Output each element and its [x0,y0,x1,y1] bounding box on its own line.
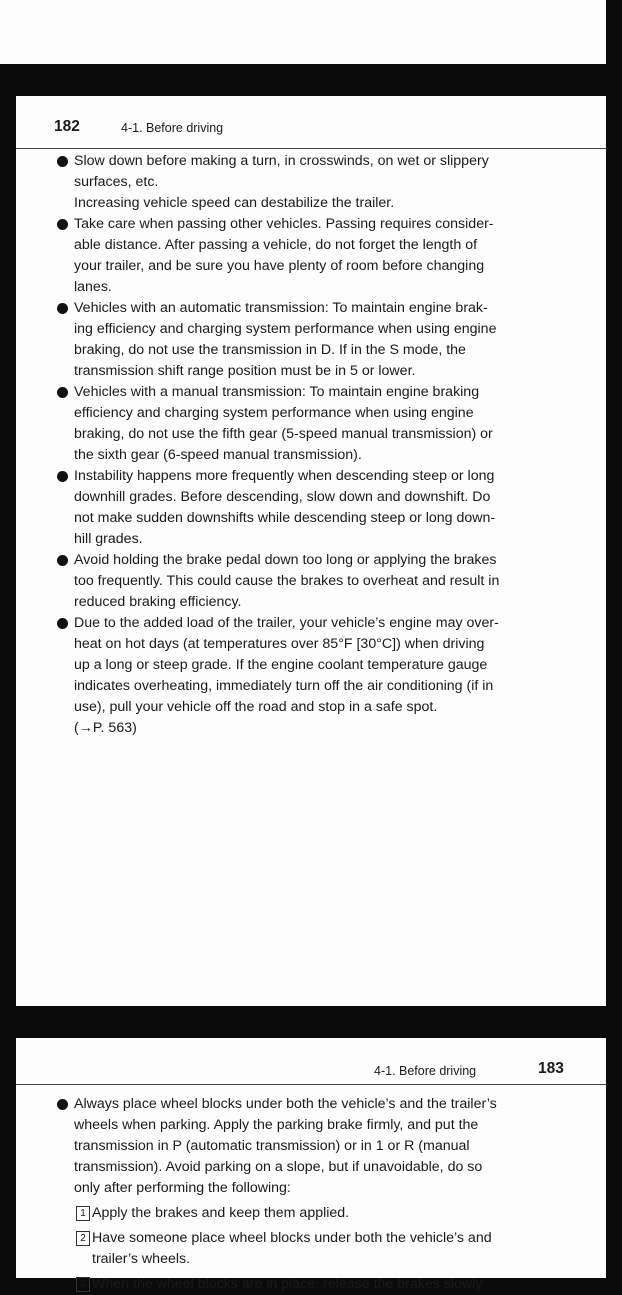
bullet-list [74,151,558,739]
text-line: Instability happens more frequently when descending steep or long [74,468,495,484]
bullet-icon [57,387,68,398]
bullet-icon [57,156,68,167]
text-line: Vehicles with a manual transmission: To maintain engine braking [74,384,480,400]
list-item [74,298,558,382]
page-number: 183 [538,1060,564,1077]
page-182 [16,96,606,1006]
page-header [16,1052,606,1085]
bullet-icon [57,303,68,314]
step-number-icon: 1 [76,1206,90,1221]
text-line: Have someone place wheel blocks under both the vehicle’s and [92,1230,492,1246]
list-item [74,550,558,613]
text-line: Increasing vehicle speed can destabilize the trailer. [74,195,395,211]
text-line: reduced braking efficiency. [74,594,242,610]
text-line: When the wheel blocks are in place, release the brakes slowly [92,1276,483,1292]
text-line: transmission in P (automatic transmission) or in 1 or R (manual [74,1138,470,1154]
text-line: transmission shift range position must be in 5 or lower. [74,363,416,379]
list-item [74,151,558,214]
bullet-icon [57,471,68,482]
text-line: transmission). Avoid parking on a slope, but if unavoidable, do so [74,1159,483,1175]
bullet-icon [57,618,68,629]
text-line: ing efficiency and charging system performance when using engine [74,321,497,337]
list-item [74,1094,558,1199]
text-line: surfaces, etc. [74,174,159,190]
step-number-icon: 2 [76,1231,90,1246]
numbered-step [74,1228,558,1270]
text-line: only after performing the following: [74,1180,291,1196]
page-header [16,108,606,149]
list-item [74,214,558,298]
page-number: 182 [54,118,80,135]
text-line: too frequently. This could cause the brakes to overheat and result in [74,573,500,589]
text-line: Avoid holding the brake pedal down too long or applying the brakes [74,552,497,568]
text-line: hill grades. [74,531,143,547]
text-line: not make sudden downshifts while descending steep or long down- [74,510,496,526]
page-183 [16,1038,606,1292]
text-line: Always place wheel blocks under both the vehicle’s and the trailer’s [74,1096,497,1112]
list-item [74,613,558,739]
text-line: able distance. After passing a vehicle, do not forget the length of [74,237,478,253]
text-line: use), pull your vehicle off the road and stop in a safe spot. [74,699,438,715]
text-line: efficiency and charging system performance when using engine [74,405,474,421]
bullet-icon [57,555,68,566]
text-line: the sixth gear (6-speed manual transmission). [74,447,362,463]
text-line: Due to the added load of the trailer, your vehicle’s engine may over- [74,615,499,631]
page-reference[interactable]: (→P. 563) [74,720,137,736]
list-item [74,382,558,466]
section-title: 4-1. Before driving [374,1064,477,1078]
text-line: up a long or steep grade. If the engine coolant temperature gauge [74,657,488,673]
bullet-icon [57,219,68,230]
text-line: trailer’s wheels. [92,1251,191,1267]
text-line: braking, do not use the transmission in D. If in the S mode, the [74,342,466,358]
text-line: Apply the brakes and keep them applied. [92,1205,350,1221]
text-line: downhill grades. Before descending, slow down and downshift. Do [74,489,491,505]
text-line: Vehicles with an automatic transmission: To maintain engine brak- [74,300,488,316]
text-line: heat on hot days (at temperatures over 85°F [30°C]) when driving [74,636,485,652]
text-line: braking, do not use the fifth gear (5-speed manual transmission) or [74,426,493,442]
text-line: Slow down before making a turn, in crosswinds, on wet or slippery [74,153,489,169]
text-line: indicates overheating, immediately turn off the air conditioning (if in [74,678,494,694]
numbered-step [74,1203,558,1224]
bullet-icon [57,1099,68,1110]
text-line: your trailer, and be sure you have plenty of room before changing [74,258,485,274]
step-number-icon: 3 [76,1277,90,1292]
text-line: wheels when parking. Apply the parking brake firmly, and put the [74,1117,479,1133]
numbered-step [74,1274,558,1295]
list-item [74,466,558,550]
text-line: Take care when passing other vehicles. Passing requires consider- [74,216,494,232]
section-title: 4-1. Before driving [121,121,224,135]
previous-page-fragment [0,0,606,64]
text-line: lanes. [74,279,112,295]
bullet-list [74,1094,558,1295]
